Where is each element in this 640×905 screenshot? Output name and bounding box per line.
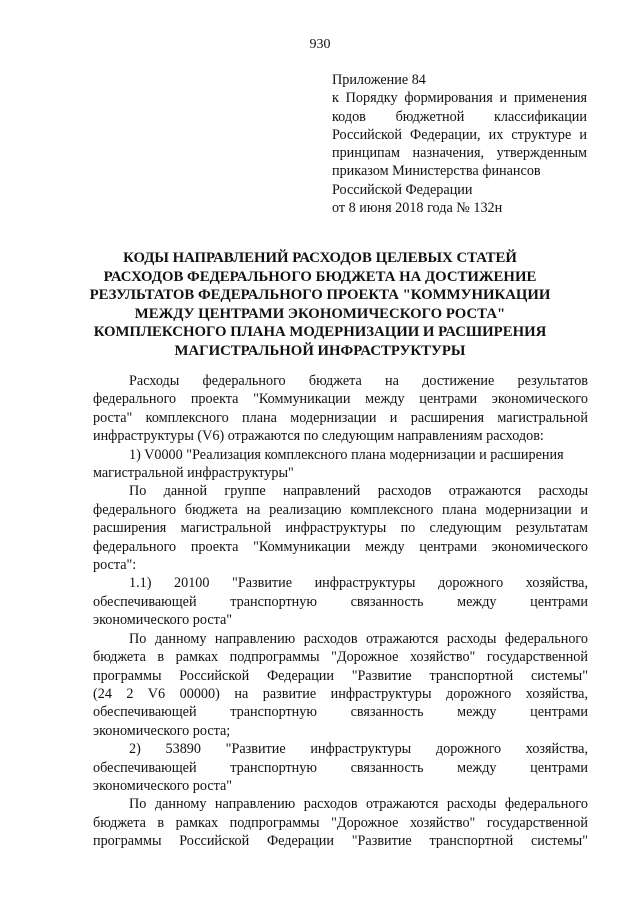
appendix-line: от 8 июня 2018 года № 132н (332, 200, 503, 217)
paragraph-line: роста" комплексного плана модернизации и расширения магистральной (93, 409, 588, 426)
paragraph-line: обеспечивающей транспортную связанность между центрами (93, 704, 588, 721)
paragraph-line: 1) V0000 "Реализация комплексного плана модернизации и расширения (129, 446, 564, 463)
title-line: КОДЫ НАПРАВЛЕНИЙ РАСХОДОВ ЦЕЛЕВЫХ СТАТЕЙ (123, 250, 517, 266)
page-number: 930 (309, 37, 331, 52)
appendix-line: к Порядку формирования и применения (332, 90, 587, 107)
appendix-line: приказом Министерства финансов (332, 163, 541, 180)
paragraph (93, 740, 588, 795)
appendix-line: Российской Федерации (332, 181, 473, 198)
paragraph (93, 574, 588, 629)
appendix-line: кодов бюджетной классификации (332, 108, 587, 125)
paragraph-line: федерального проекта "Коммуникации между центрами экономического (93, 538, 588, 555)
paragraph-line: экономического роста; (93, 722, 231, 739)
title-line: РЕЗУЛЬТАТОВ ФЕДЕРАЛЬНОГО ПРОЕКТА "КОММУНИКАЦИИ (89, 287, 551, 304)
paragraph-line: 1.1) 20100 "Развитие инфраструктуры дорожного хозяйства, (129, 575, 588, 592)
title-line: МЕЖДУ ЦЕНТРАМИ ЭКОНОМИЧЕСКОГО РОСТА" (134, 305, 506, 322)
paragraph (93, 372, 588, 446)
paragraph-line: федерального проекта "Коммуникации между центрами экономического (93, 391, 588, 408)
paragraph-line: экономического роста" (93, 777, 233, 794)
paragraph-line: роста": (93, 557, 137, 574)
paragraph (93, 446, 588, 483)
paragraph-line: экономического роста" (93, 612, 233, 629)
paragraph-line: инфраструктуры (V6) отражаются по следующим направлениям расходов: (93, 428, 544, 445)
paragraph-line: программы Российской Федерации "Развитие транспортной системы" (93, 833, 588, 850)
paragraph-line: бюджета в рамках подпрограммы "Дорожное хозяйство" государственной (93, 814, 588, 831)
paragraph (93, 482, 588, 574)
paragraph-line: бюджета в рамках подпрограммы "Дорожное хозяйство" государственной (93, 649, 588, 666)
paragraph-line: обеспечивающей транспортную связанность между центрами (93, 593, 588, 610)
appendix-line: Российской Федерации, их структуре и (332, 126, 587, 143)
paragraph-line: 2) 53890 "Развитие инфраструктуры дорожного хозяйства, (129, 741, 588, 758)
paragraph-line: расширения магистральной инфраструктуры по следующим результатам (93, 520, 588, 537)
title-line: РАСХОДОВ ФЕДЕРАЛЬНОГО БЮДЖЕТА НА ДОСТИЖЕНИЕ (103, 268, 537, 285)
paragraph-line: Расходы федерального бюджета на достижение результатов (129, 373, 588, 389)
document-title (60, 249, 580, 361)
appendix-block (332, 71, 587, 217)
document-body (93, 372, 588, 851)
paragraph-line: По данному направлению расходов отражаются расходы федерального (129, 630, 588, 647)
appendix-line: Приложение 84 (332, 72, 426, 88)
paragraph (93, 630, 588, 740)
appendix-line: принципам назначения, утвержденным (332, 145, 587, 162)
paragraph (93, 795, 588, 850)
paragraph-line: По данной группе направлений расходов отражаются расходы (129, 483, 588, 500)
paragraph-line: (24 2 V6 00000) на развитие инфраструктуры дорожного хозяйства, (93, 685, 588, 702)
paragraph-line: программы Российской Федерации "Развитие транспортной системы" (93, 667, 588, 684)
paragraph-line: магистральной инфраструктуры" (93, 465, 294, 482)
paragraph-line: По данному направлению расходов отражаются расходы федерального (129, 796, 588, 813)
title-line: КОМПЛЕКСНОГО ПЛАНА МОДЕРНИЗАЦИИ И РАСШИРЕНИЯ (93, 324, 547, 341)
paragraph-line: обеспечивающей транспортную связанность между центрами (93, 759, 588, 776)
paragraph-line: федерального бюджета на реализацию комплексного плана модернизации и (93, 501, 588, 518)
title-line: МАГИСТРАЛЬНОЙ ИНФРАСТРУКТУРЫ (174, 342, 466, 359)
